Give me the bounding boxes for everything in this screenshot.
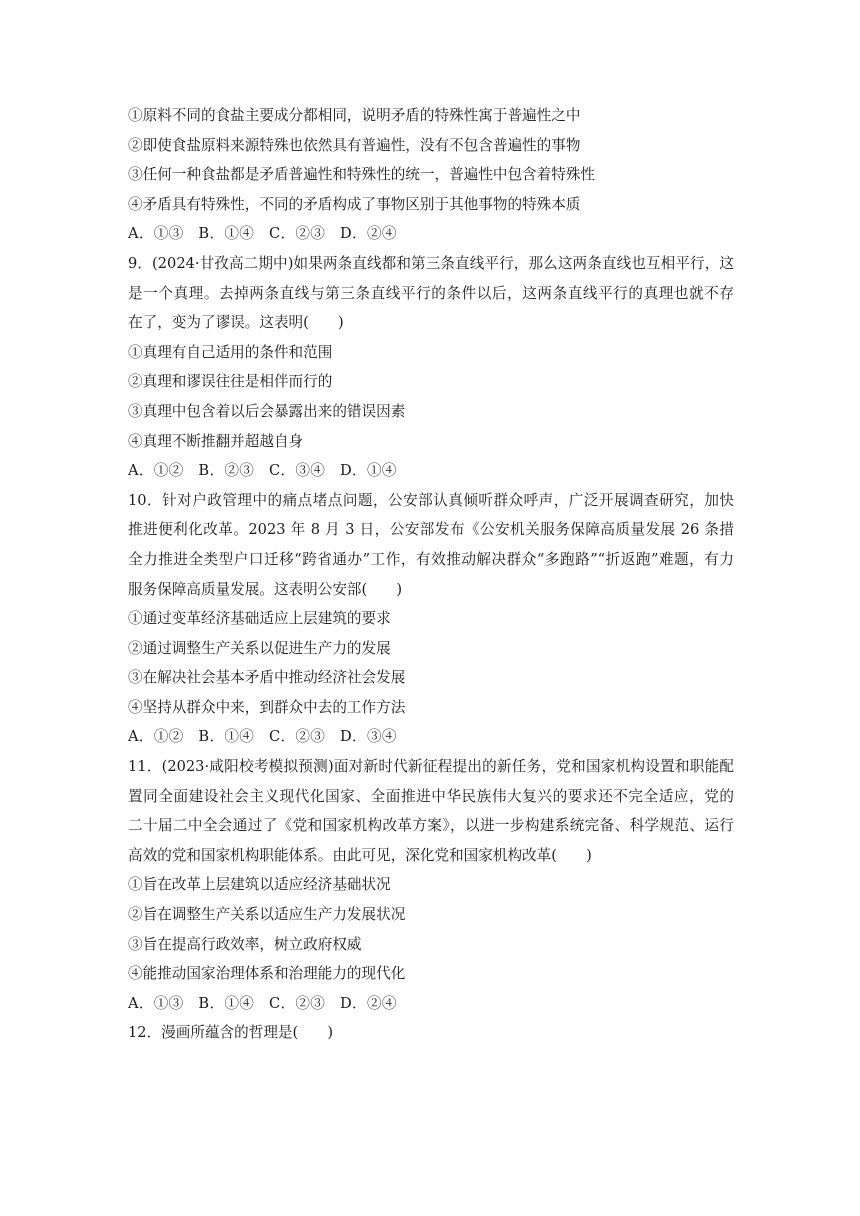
- q10-stem-line-2: 推进便利化改革。2023 年 8 月 3 日，公安部发布《公安机关服务保障高质量发展 26 条措: [128, 521, 734, 539]
- q11-stem-line-3: 二十届二中全会通过了《党和国家机构改革方案》，以进一步构建系统完备、科学规范、运行: [128, 817, 734, 835]
- question-9: [128, 249, 734, 486]
- question-12: [128, 1018, 734, 1048]
- q8-options: A．①③ B．①④ C．②③ D．②④: [128, 225, 397, 243]
- q10-stem-line-3: 全力推进全类型户口迁移“跨省通办”工作，有效推动解决群众“多跑路”“折返跑”难题，有力: [128, 550, 734, 568]
- q8-item-2: ②即使食盐原料来源特殊也依然具有普遍性，没有不包含普遍性的事物: [128, 136, 581, 154]
- q12-stem: 12．漫画所蕴含的哲理是( ): [128, 1024, 334, 1042]
- q11-options: A．①③ B．①④ C．②③ D．②④: [128, 994, 397, 1012]
- q10-item-4: ④坚持从群众中来，到群众中去的工作方法: [128, 698, 406, 716]
- q11-item-1: ①旨在改革上层建筑以适应经济基础状况: [128, 876, 391, 894]
- q11-stem-line-1: 11．(2023·咸阳校考模拟预测)面对新时代新征程提出的新任务，党和国家机构设置和职能配: [128, 758, 734, 776]
- q9-item-2: ②真理和谬误往往是相伴而行的: [128, 373, 333, 391]
- q9-item-4: ④真理不断推翻并超越自身: [128, 432, 304, 450]
- q8-item-3: ③任何一种食盐都是矛盾普遍性和特殊性的统一，普遍性中包含着特殊性: [128, 166, 596, 184]
- question-content: [128, 101, 734, 1048]
- q8-item-4: ④矛盾具有特殊性，不同的矛盾构成了事物区别于其他事物的特殊本质: [128, 195, 581, 213]
- q11-stem-line-2: 置同全面建设社会主义现代化国家、全面推进中华民族伟大复兴的要求还不完全适应，党的: [128, 787, 734, 805]
- q11-item-4: ④能推动国家治理体系和治理能力的现代化: [128, 965, 406, 983]
- q10-item-1: ①通过变革经济基础适应上层建筑的要求: [128, 610, 391, 628]
- question-11: [128, 752, 734, 1018]
- question-10: [128, 486, 734, 752]
- q9-stem-line-1: 9．(2024·甘孜高二期中)如果两条直线都和第三条直线平行，那么这两条直线也互相平行，这: [128, 254, 734, 272]
- q8-item-1: ①原料不同的食盐主要成分都相同，说明矛盾的特殊性寓于普遍性之中: [128, 107, 581, 124]
- question-8: [128, 101, 734, 249]
- q10-item-2: ②通过调整生产关系以促进生产力的发展: [128, 639, 391, 657]
- q11-item-3: ③旨在提高行政效率，树立政府权威: [128, 935, 362, 953]
- q11-stem-line-4: 高效的党和国家机构职能体系。由此可见，深化党和国家机构改革( ): [128, 846, 592, 864]
- q10-stem-line-4: 服务保障高质量发展。这表明公安部( ): [128, 580, 403, 598]
- q10-item-3: ③在解决社会基本矛盾中推动经济社会发展: [128, 669, 406, 687]
- q9-stem-line-2: 是一个真理。去掉两条直线与第三条直线平行的条件以后，这两条直线平行的真理也就不存: [128, 284, 734, 302]
- q9-stem-line-3: 在了，变为了谬误。这表明( ): [128, 314, 344, 332]
- q9-item-3: ③真理中包含着以后会暴露出来的错误因素: [128, 402, 406, 420]
- q10-stem-line-1: 10．针对户政管理中的痛点堵点问题，公安部认真倾听群众呼声，广泛开展调查研究，加快: [128, 491, 734, 509]
- q9-item-1: ①真理有自己适用的条件和范围: [128, 343, 333, 361]
- q9-options: A．①② B．②③ C．③④ D．①④: [128, 462, 397, 480]
- q11-item-2: ②旨在调整生产关系以适应生产力发展状况: [128, 906, 406, 924]
- q10-options: A．①② B．①④ C．②③ D．③④: [128, 728, 397, 746]
